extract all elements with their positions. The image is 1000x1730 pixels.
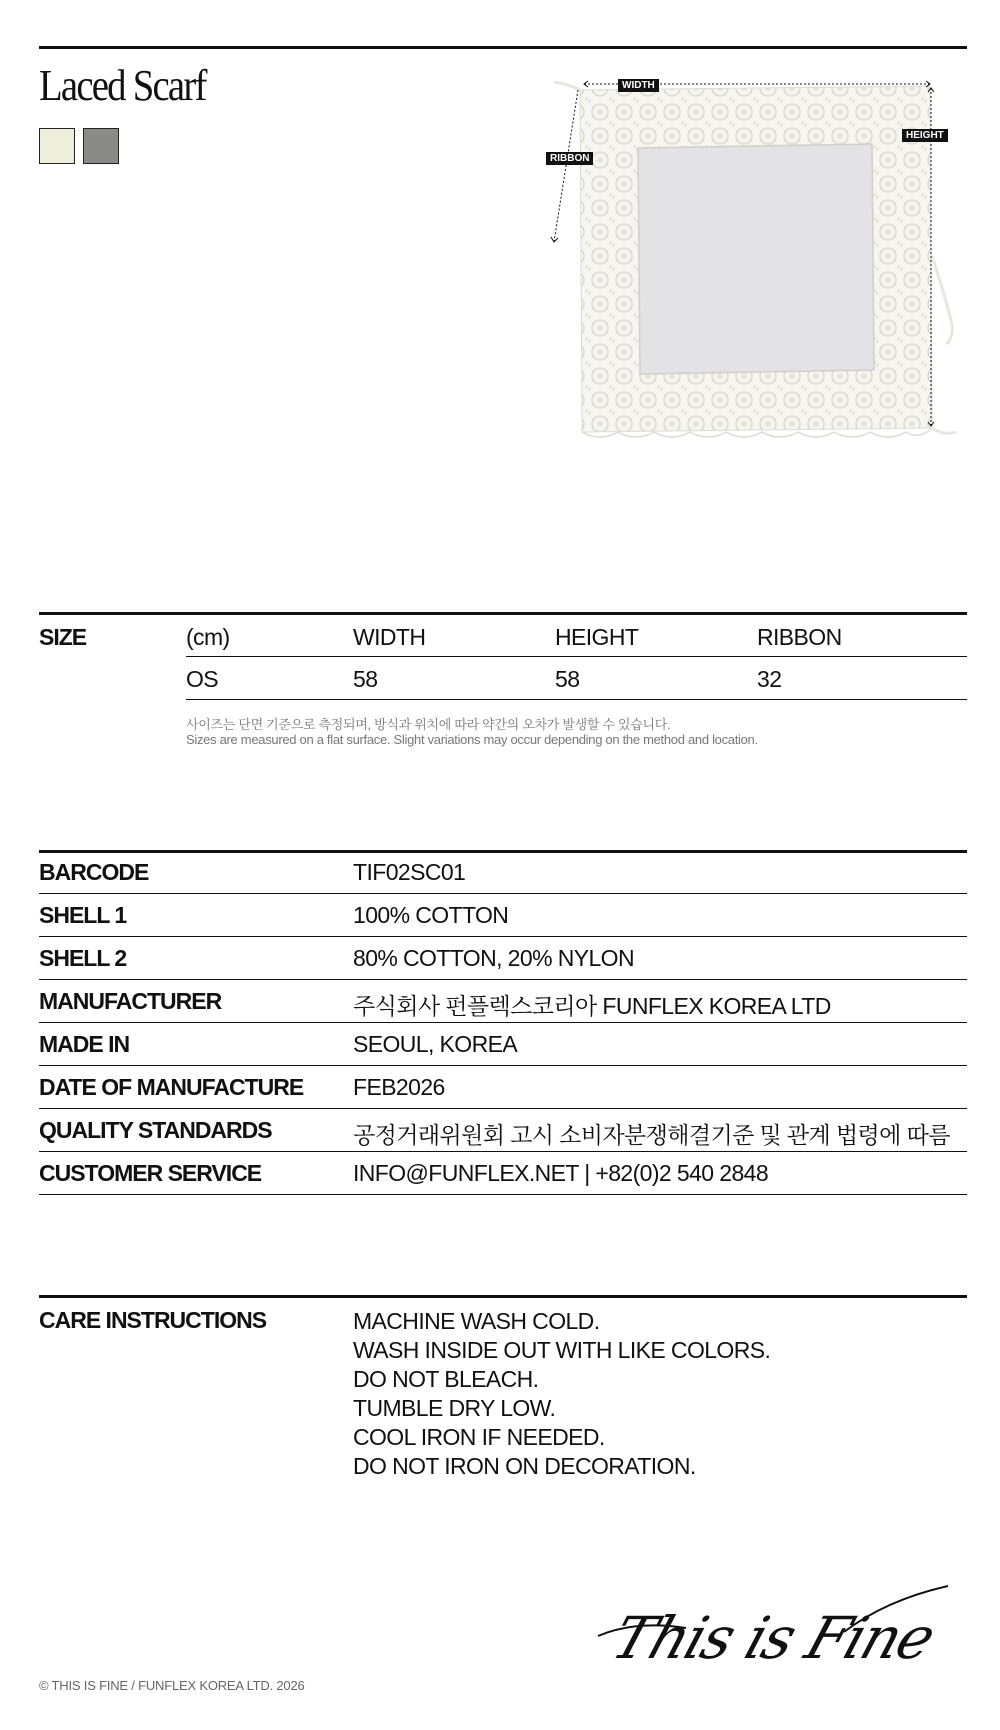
signature-text: This is Fine: [603, 1605, 942, 1673]
info-table-rule: [39, 850, 967, 853]
care-list: [353, 1307, 770, 1481]
info-row-rule: [39, 936, 967, 937]
info-value-made-in: SEOUL, KOREA: [353, 1031, 518, 1057]
info-row-rule: [39, 1151, 967, 1152]
care-line: DO NOT BLEACH.: [353, 1366, 539, 1392]
info-row-rule: [39, 1108, 967, 1109]
size-row-width: 58: [353, 666, 378, 692]
info-label-customer-service: CUSTOMER SERVICE: [39, 1160, 262, 1186]
width-tag: WIDTH: [618, 79, 659, 92]
care-rule: [39, 1295, 967, 1298]
signature-logo: [596, 1580, 966, 1690]
scarf-illustration: [540, 76, 960, 446]
size-label: SIZE: [39, 624, 87, 650]
size-row-height: 58: [555, 666, 580, 692]
info-label-quality: QUALITY STANDARDS: [39, 1117, 272, 1143]
footer-copyright: © THIS IS FINE / FUNFLEX KOREA LTD. 2026: [39, 1678, 305, 1693]
info-label-barcode: BARCODE: [39, 859, 149, 885]
info-label-made-in: MADE IN: [39, 1031, 130, 1057]
scarf-diagram: [540, 76, 960, 446]
info-value-customer-service: INFO@FUNFLEX.NET | +82(0)2 540 2848: [353, 1160, 769, 1186]
info-value-shell1: 100% COTTON: [353, 902, 509, 928]
info-row-rule: [39, 1194, 967, 1195]
info-row-rule: [39, 1022, 967, 1023]
size-note-en: Sizes are measured on a flat surface. Slight variations may occur depending on the method and location.: [186, 732, 758, 747]
top-rule: [39, 46, 967, 49]
size-row-rule: [186, 699, 967, 700]
size-table-rule: [39, 612, 967, 615]
info-label-shell2: SHELL 2: [39, 945, 127, 971]
size-row-os: OS: [186, 666, 219, 692]
size-header-height: HEIGHT: [555, 624, 639, 650]
info-row-rule: [39, 893, 967, 894]
info-value-shell2: 80% COTTON, 20% NYLON: [353, 945, 634, 971]
care-line: WASH INSIDE OUT WITH LIKE COLORS.: [353, 1337, 771, 1363]
info-value-date: FEB2026: [353, 1074, 445, 1100]
info-label-date: DATE OF MANUFACTURE: [39, 1074, 304, 1100]
care-line: DO NOT IRON ON DECORATION.: [353, 1453, 696, 1479]
swatch-ivory[interactable]: [39, 128, 75, 164]
size-header-ribbon: RIBBON: [757, 624, 842, 650]
info-value-barcode: TIF02SC01: [353, 859, 466, 885]
signature-logo-art: [596, 1580, 966, 1690]
care-label: CARE INSTRUCTIONS: [39, 1307, 267, 1333]
size-note-ko: 사이즈는 단면 기준으로 측정되며, 방식과 위치에 따라 약간의 오차가 발생할 수 있습니다.: [186, 717, 671, 732]
size-header-width: WIDTH: [353, 624, 426, 650]
size-header-unit: (cm): [186, 624, 230, 650]
info-value-manufacturer: 주식회사 펀플렉스코리아 FUNFLEX KOREA LTD: [353, 993, 831, 1019]
care-line: TUMBLE DRY LOW.: [353, 1395, 556, 1421]
size-row-ribbon: 32: [757, 666, 782, 692]
info-label-manufacturer: MANUFACTURER: [39, 988, 222, 1014]
size-header-rule: [186, 656, 967, 657]
info-value-quality: 공정거래위원회 고시 소비자분쟁해결기준 및 관계 법령에 따름: [353, 1122, 950, 1148]
product-title: Laced Scarf: [39, 61, 206, 110]
care-line: MACHINE WASH COLD.: [353, 1308, 600, 1334]
swatch-grey[interactable]: [83, 128, 119, 164]
info-label-shell1: SHELL 1: [39, 902, 127, 928]
height-tag: HEIGHT: [902, 129, 948, 142]
care-line: COOL IRON IF NEEDED.: [353, 1424, 605, 1450]
info-row-rule: [39, 979, 967, 980]
info-row-rule: [39, 1065, 967, 1066]
ribbon-tag: RIBBON: [546, 152, 593, 165]
